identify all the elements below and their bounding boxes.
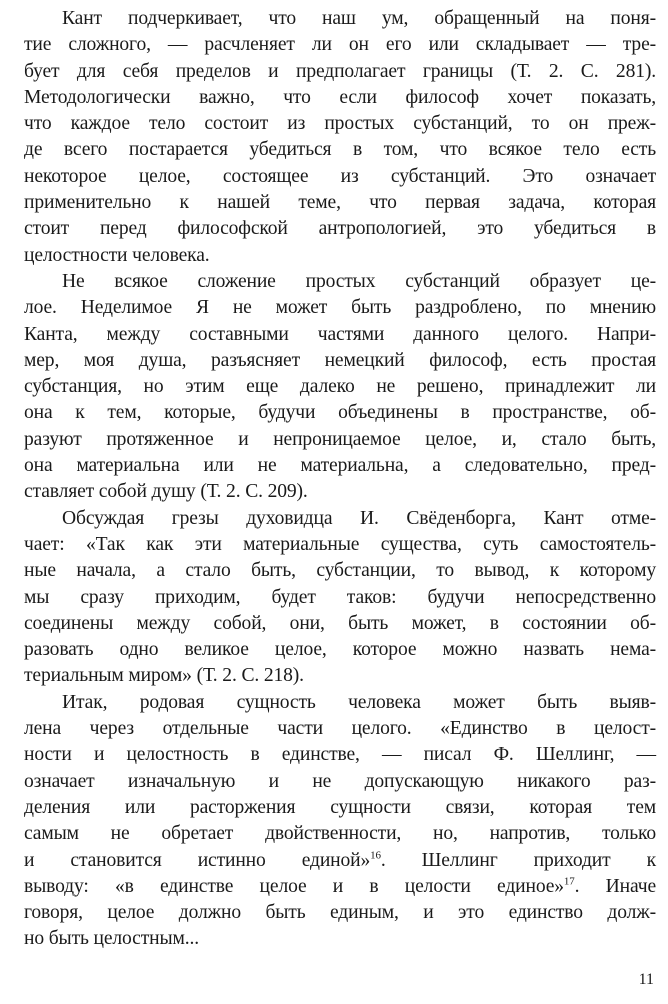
- text-line: ставляет собой душу (Т. 2. С. 209).: [24, 481, 308, 503]
- text-line: субстанция, но этим еще далеко не решено, принадлежит ли: [24, 376, 656, 398]
- paragraph-4: [24, 690, 656, 953]
- text-line: ности и целостность в единстве, — писал Ф. Шеллинг, —: [24, 744, 656, 766]
- text-line: разуют протяженное и непроницаемое целое, и, стало быть,: [24, 428, 656, 450]
- text-line: применительно к нашей теме, что первая задача, которая: [24, 192, 656, 214]
- footnote-marker[interactable]: 17: [563, 875, 575, 888]
- text-line: Обсуждая грезы духовидца И. Свёденборга, Кант отме-: [62, 507, 656, 529]
- text-line: чает: «Так как эти материальные существа, суть самостоятель-: [24, 533, 656, 555]
- text-line: стоит перед философской антропологией, это убедиться в: [24, 218, 656, 240]
- text-fragment: . Иначе: [574, 875, 656, 897]
- paragraph-3: [24, 506, 656, 690]
- text-line: самым не обретает двойственности, но, напротив, только: [24, 823, 656, 845]
- text-line: она материальна или не материальна, а следовательно, пред-: [24, 455, 656, 477]
- paragraph-1: [24, 6, 656, 269]
- text-line: Кант подчеркивает, что наш ум, обращенный на поня-: [62, 8, 656, 29]
- text-line-with-footnote: [24, 848, 656, 874]
- text-fragment: и становится истинно единой»: [24, 849, 371, 871]
- text-line: она к тем, которые, будучи объединены в пространстве, об-: [24, 402, 656, 424]
- text-line: мер, моя душа, разъясняет немецкий философ, есть простая: [24, 349, 656, 371]
- page-number: 11: [638, 971, 654, 988]
- text-line: Не всякое сложение простых субстанций образует це-: [62, 270, 656, 292]
- text-line: териальным миром» (Т. 2. С. 218).: [24, 665, 304, 687]
- text-fragment: . Шеллинг приходит к: [380, 849, 656, 871]
- text-line: Итак, родовая сущность человека может быть выяв-: [62, 691, 656, 713]
- text-line: лена через отдельные части целого. «Единство в целост-: [24, 718, 656, 740]
- text-line: некоторое целое, состоящее из субстанций. Это означает: [24, 165, 656, 187]
- text-line: де всего постарается убедиться в том, что всякое тело есть: [24, 139, 656, 161]
- text-line: соединены между собой, они, быть может, в состоянии об-: [24, 612, 656, 634]
- text-line: разовать одно великое целое, которое можно назвать нема-: [24, 639, 656, 661]
- footnote-marker[interactable]: 16: [370, 848, 381, 861]
- text-line-with-footnote: [24, 874, 656, 900]
- paragraph-2: [24, 269, 656, 506]
- text-line: бует для себя пределов и предполагает границы (Т. 2. С. 281).: [24, 60, 656, 82]
- body-text: [24, 6, 656, 953]
- text-line: Методологически важно, что если философ хочет показать,: [24, 86, 656, 108]
- text-line: мы сразу приходим, будет таков: будучи непосредственно: [24, 586, 656, 608]
- text-line: что каждое тело состоит из простых субстанций, то он преж-: [24, 113, 656, 135]
- text-line: лое. Неделимое Я не может быть раздроблено, по мнению: [24, 297, 656, 319]
- text-line: означает изначальную и не допускающую никакого раз-: [24, 770, 656, 792]
- text-line: Канта, между составными частями данного целого. Напри-: [24, 323, 656, 345]
- text-line: ные начала, а стало быть, субстанции, то вывод, к которому: [24, 560, 656, 582]
- text-line: целостности человека.: [24, 244, 210, 266]
- text-line: но быть целостным...: [24, 928, 199, 950]
- text-line: говоря, целое должно быть единым, и это единство долж-: [24, 902, 656, 924]
- text-line: деления или расторжения сущности связи, которая тем: [24, 796, 656, 818]
- text-line: тие сложного, — расчленяет ли он его или складывает — тре-: [24, 34, 656, 56]
- text-fragment: выводу: «в единстве целое и в целости единое»: [24, 875, 564, 897]
